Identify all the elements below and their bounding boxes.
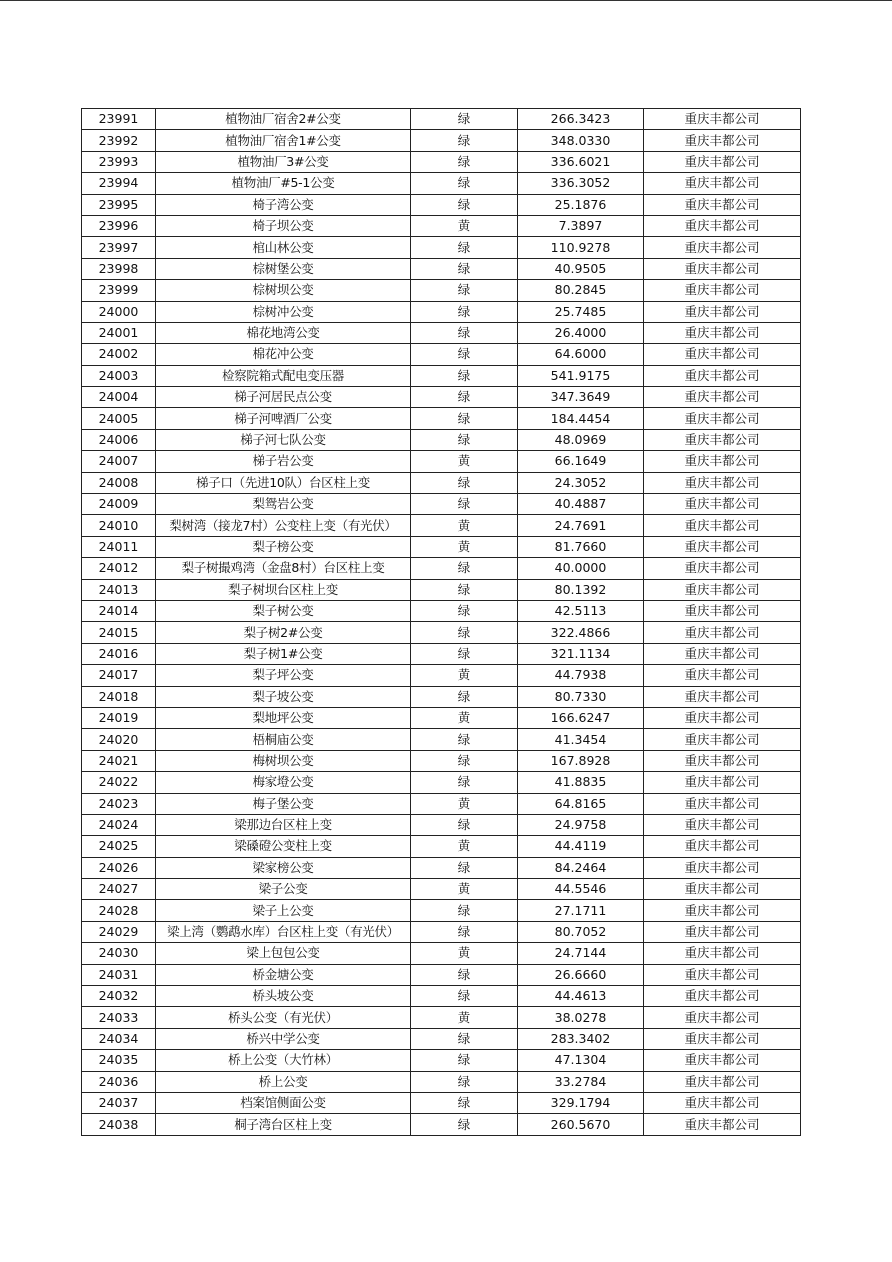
row-id-cell: 24016 (82, 643, 156, 664)
value-cell: 80.7052 (518, 921, 644, 942)
status-cell: 绿 (411, 643, 518, 664)
value-cell: 64.6000 (518, 344, 644, 365)
company-cell: 重庆丰都公司 (644, 429, 801, 450)
status-cell: 黄 (411, 451, 518, 472)
table-row (82, 173, 801, 194)
table-row (82, 322, 801, 343)
page-top-border (0, 0, 892, 1)
table-row (82, 665, 801, 686)
row-id-cell: 24033 (82, 1007, 156, 1028)
transformer-name-cell: 梯子岩公变 (156, 451, 411, 472)
row-id-cell: 24002 (82, 344, 156, 365)
table-row (82, 258, 801, 279)
row-id-cell: 24024 (82, 814, 156, 835)
table-row (82, 408, 801, 429)
table-row (82, 365, 801, 386)
company-cell: 重庆丰都公司 (644, 964, 801, 985)
status-cell: 绿 (411, 814, 518, 835)
table-row (82, 109, 801, 130)
table-row (82, 472, 801, 493)
status-cell: 黄 (411, 707, 518, 728)
company-cell: 重庆丰都公司 (644, 387, 801, 408)
transformer-name-cell: 棕树堡公变 (156, 258, 411, 279)
company-cell: 重庆丰都公司 (644, 772, 801, 793)
status-cell: 绿 (411, 237, 518, 258)
status-cell: 绿 (411, 387, 518, 408)
table-row (82, 451, 801, 472)
status-cell: 绿 (411, 622, 518, 643)
row-id-cell: 23996 (82, 215, 156, 236)
status-cell: 绿 (411, 301, 518, 322)
value-cell: 24.3052 (518, 472, 644, 493)
value-cell: 321.1134 (518, 643, 644, 664)
value-cell: 26.4000 (518, 322, 644, 343)
company-cell: 重庆丰都公司 (644, 344, 801, 365)
row-id-cell: 24037 (82, 1092, 156, 1113)
company-cell: 重庆丰都公司 (644, 258, 801, 279)
transformer-name-cell: 梨子坪公变 (156, 665, 411, 686)
row-id-cell: 24010 (82, 515, 156, 536)
table-row (82, 280, 801, 301)
value-cell: 25.1876 (518, 194, 644, 215)
row-id-cell: 24006 (82, 429, 156, 450)
value-cell: 66.1649 (518, 451, 644, 472)
value-cell: 166.6247 (518, 707, 644, 728)
status-cell: 绿 (411, 1050, 518, 1071)
status-cell: 绿 (411, 986, 518, 1007)
table-row (82, 1092, 801, 1113)
transformer-name-cell: 椅子湾公变 (156, 194, 411, 215)
status-cell: 黄 (411, 515, 518, 536)
value-cell: 24.7691 (518, 515, 644, 536)
row-id-cell: 24017 (82, 665, 156, 686)
company-cell: 重庆丰都公司 (644, 215, 801, 236)
status-cell: 绿 (411, 686, 518, 707)
row-id-cell: 24022 (82, 772, 156, 793)
company-cell: 重庆丰都公司 (644, 451, 801, 472)
row-id-cell: 24004 (82, 387, 156, 408)
company-cell: 重庆丰都公司 (644, 793, 801, 814)
transformer-name-cell: 梨子树坝台区柱上变 (156, 579, 411, 600)
value-cell: 80.7330 (518, 686, 644, 707)
value-cell: 27.1711 (518, 900, 644, 921)
status-cell: 绿 (411, 600, 518, 621)
row-id-cell: 23998 (82, 258, 156, 279)
status-cell: 绿 (411, 194, 518, 215)
value-cell: 348.0330 (518, 130, 644, 151)
row-id-cell: 24018 (82, 686, 156, 707)
row-id-cell: 23997 (82, 237, 156, 258)
value-cell: 40.9505 (518, 258, 644, 279)
value-cell: 40.4887 (518, 494, 644, 515)
transformer-name-cell: 梯子口（先进10队）台区柱上变 (156, 472, 411, 493)
value-cell: 336.3052 (518, 173, 644, 194)
transformer-name-cell: 梨树湾（接龙7村）公变柱上变（有光伏） (156, 515, 411, 536)
value-cell: 44.4119 (518, 836, 644, 857)
table-row (82, 558, 801, 579)
value-cell: 33.2784 (518, 1071, 644, 1092)
value-cell: 283.3402 (518, 1028, 644, 1049)
transformer-name-cell: 检察院箱式配电变压器 (156, 365, 411, 386)
table-row (82, 772, 801, 793)
transformer-name-cell: 植物油厂#5-1公变 (156, 173, 411, 194)
row-id-cell: 24000 (82, 301, 156, 322)
company-cell: 重庆丰都公司 (644, 1114, 801, 1135)
company-cell: 重庆丰都公司 (644, 729, 801, 750)
value-cell: 41.8835 (518, 772, 644, 793)
table-row (82, 900, 801, 921)
status-cell: 绿 (411, 130, 518, 151)
table-row (82, 387, 801, 408)
transformer-name-cell: 梁子公变 (156, 879, 411, 900)
value-cell: 260.5670 (518, 1114, 644, 1135)
transformer-name-cell: 植物油厂3#公变 (156, 151, 411, 172)
company-cell: 重庆丰都公司 (644, 665, 801, 686)
company-cell: 重庆丰都公司 (644, 173, 801, 194)
company-cell: 重庆丰都公司 (644, 643, 801, 664)
value-cell: 24.9758 (518, 814, 644, 835)
company-cell: 重庆丰都公司 (644, 109, 801, 130)
table-row (82, 750, 801, 771)
row-id-cell: 24013 (82, 579, 156, 600)
value-cell: 40.0000 (518, 558, 644, 579)
company-cell: 重庆丰都公司 (644, 515, 801, 536)
status-cell: 绿 (411, 900, 518, 921)
table-row (82, 1050, 801, 1071)
row-id-cell: 24007 (82, 451, 156, 472)
transformer-table (81, 108, 801, 1136)
row-id-cell: 24009 (82, 494, 156, 515)
transformer-name-cell: 梨子树2#公变 (156, 622, 411, 643)
table-row (82, 793, 801, 814)
row-id-cell: 24001 (82, 322, 156, 343)
row-id-cell: 24027 (82, 879, 156, 900)
status-cell: 绿 (411, 1028, 518, 1049)
company-cell: 重庆丰都公司 (644, 1092, 801, 1113)
status-cell: 绿 (411, 750, 518, 771)
table-row (82, 237, 801, 258)
table-row (82, 579, 801, 600)
transformer-name-cell: 梨地坪公变 (156, 707, 411, 728)
company-cell: 重庆丰都公司 (644, 686, 801, 707)
transformer-name-cell: 梯子河七队公变 (156, 429, 411, 450)
row-id-cell: 24012 (82, 558, 156, 579)
table-row (82, 130, 801, 151)
status-cell: 绿 (411, 772, 518, 793)
value-cell: 81.7660 (518, 536, 644, 557)
transformer-name-cell: 梨子树1#公变 (156, 643, 411, 664)
table-row (82, 643, 801, 664)
status-cell: 绿 (411, 921, 518, 942)
value-cell: 167.8928 (518, 750, 644, 771)
status-cell: 黄 (411, 836, 518, 857)
transformer-name-cell: 梁上包包公变 (156, 943, 411, 964)
transformer-name-cell: 桥头坡公变 (156, 986, 411, 1007)
value-cell: 44.5546 (518, 879, 644, 900)
transformer-name-cell: 桥头公变（有光伏） (156, 1007, 411, 1028)
company-cell: 重庆丰都公司 (644, 1028, 801, 1049)
row-id-cell: 24038 (82, 1114, 156, 1135)
table-row (82, 301, 801, 322)
row-id-cell: 24028 (82, 900, 156, 921)
value-cell: 44.4613 (518, 986, 644, 1007)
company-cell: 重庆丰都公司 (644, 579, 801, 600)
row-id-cell: 24023 (82, 793, 156, 814)
company-cell: 重庆丰都公司 (644, 237, 801, 258)
transformer-name-cell: 梨子树公变 (156, 600, 411, 621)
transformer-name-cell: 桥上公变（大竹林） (156, 1050, 411, 1071)
status-cell: 绿 (411, 964, 518, 985)
transformer-name-cell: 梨鸳岩公变 (156, 494, 411, 515)
table-row (82, 879, 801, 900)
company-cell: 重庆丰都公司 (644, 1050, 801, 1071)
status-cell: 绿 (411, 173, 518, 194)
company-cell: 重庆丰都公司 (644, 943, 801, 964)
company-cell: 重庆丰都公司 (644, 921, 801, 942)
table-row (82, 344, 801, 365)
transformer-name-cell: 植物油厂宿舍1#公变 (156, 130, 411, 151)
status-cell: 绿 (411, 558, 518, 579)
company-cell: 重庆丰都公司 (644, 814, 801, 835)
transformer-name-cell: 梁上湾（鹦鹉水库）台区柱上变（有光伏） (156, 921, 411, 942)
status-cell: 黄 (411, 536, 518, 557)
table-row (82, 1071, 801, 1092)
transformer-name-cell: 梧桐庙公变 (156, 729, 411, 750)
status-cell: 绿 (411, 280, 518, 301)
status-cell: 绿 (411, 579, 518, 600)
table-row (82, 836, 801, 857)
table-row (82, 921, 801, 942)
row-id-cell: 24032 (82, 986, 156, 1007)
table-row (82, 600, 801, 621)
status-cell: 绿 (411, 1092, 518, 1113)
table-row (82, 536, 801, 557)
status-cell: 绿 (411, 322, 518, 343)
company-cell: 重庆丰都公司 (644, 836, 801, 857)
transformer-name-cell: 梯子河居民点公变 (156, 387, 411, 408)
company-cell: 重庆丰都公司 (644, 280, 801, 301)
status-cell: 黄 (411, 215, 518, 236)
value-cell: 38.0278 (518, 1007, 644, 1028)
row-id-cell: 23992 (82, 130, 156, 151)
company-cell: 重庆丰都公司 (644, 472, 801, 493)
row-id-cell: 24031 (82, 964, 156, 985)
row-id-cell: 24035 (82, 1050, 156, 1071)
row-id-cell: 24025 (82, 836, 156, 857)
table-row (82, 943, 801, 964)
transformer-name-cell: 梅家墱公变 (156, 772, 411, 793)
row-id-cell: 24020 (82, 729, 156, 750)
status-cell: 绿 (411, 151, 518, 172)
transformer-name-cell: 梨子坡公变 (156, 686, 411, 707)
value-cell: 329.1794 (518, 1092, 644, 1113)
value-cell: 24.7144 (518, 943, 644, 964)
row-id-cell: 24014 (82, 600, 156, 621)
table-row (82, 707, 801, 728)
row-id-cell: 24030 (82, 943, 156, 964)
value-cell: 347.3649 (518, 387, 644, 408)
company-cell: 重庆丰都公司 (644, 301, 801, 322)
transformer-name-cell: 梁磉磴公变柱上变 (156, 836, 411, 857)
table-row (82, 622, 801, 643)
table-row (82, 1007, 801, 1028)
status-cell: 黄 (411, 879, 518, 900)
company-cell: 重庆丰都公司 (644, 707, 801, 728)
value-cell: 110.9278 (518, 237, 644, 258)
company-cell: 重庆丰都公司 (644, 857, 801, 878)
status-cell: 绿 (411, 258, 518, 279)
value-cell: 48.0969 (518, 429, 644, 450)
transformer-name-cell: 梁子上公变 (156, 900, 411, 921)
value-cell: 184.4454 (518, 408, 644, 429)
row-id-cell: 24036 (82, 1071, 156, 1092)
transformer-name-cell: 桐子湾台区柱上变 (156, 1114, 411, 1135)
transformer-name-cell: 棉花地湾公变 (156, 322, 411, 343)
transformer-name-cell: 桥上公变 (156, 1071, 411, 1092)
company-cell: 重庆丰都公司 (644, 1007, 801, 1028)
table-row (82, 857, 801, 878)
table-row (82, 964, 801, 985)
company-cell: 重庆丰都公司 (644, 879, 801, 900)
value-cell: 41.3454 (518, 729, 644, 750)
status-cell: 绿 (411, 365, 518, 386)
table-row (82, 215, 801, 236)
value-cell: 42.5113 (518, 600, 644, 621)
company-cell: 重庆丰都公司 (644, 750, 801, 771)
table-body (82, 109, 801, 1136)
row-id-cell: 24026 (82, 857, 156, 878)
status-cell: 绿 (411, 109, 518, 130)
value-cell: 64.8165 (518, 793, 644, 814)
transformer-name-cell: 梅树坝公变 (156, 750, 411, 771)
status-cell: 绿 (411, 729, 518, 750)
transformer-name-cell: 梨子榜公变 (156, 536, 411, 557)
company-cell: 重庆丰都公司 (644, 194, 801, 215)
company-cell: 重庆丰都公司 (644, 322, 801, 343)
transformer-name-cell: 梯子河啤酒厂公变 (156, 408, 411, 429)
transformer-name-cell: 棺山林公变 (156, 237, 411, 258)
company-cell: 重庆丰都公司 (644, 365, 801, 386)
company-cell: 重庆丰都公司 (644, 1071, 801, 1092)
value-cell: 336.6021 (518, 151, 644, 172)
value-cell: 266.3423 (518, 109, 644, 130)
company-cell: 重庆丰都公司 (644, 408, 801, 429)
row-id-cell: 24021 (82, 750, 156, 771)
value-cell: 47.1304 (518, 1050, 644, 1071)
status-cell: 绿 (411, 1071, 518, 1092)
company-cell: 重庆丰都公司 (644, 130, 801, 151)
status-cell: 绿 (411, 1114, 518, 1135)
transformer-name-cell: 植物油厂宿舍2#公变 (156, 109, 411, 130)
transformer-name-cell: 棕树冲公变 (156, 301, 411, 322)
company-cell: 重庆丰都公司 (644, 536, 801, 557)
row-id-cell: 24003 (82, 365, 156, 386)
status-cell: 黄 (411, 1007, 518, 1028)
company-cell: 重庆丰都公司 (644, 900, 801, 921)
value-cell: 322.4866 (518, 622, 644, 643)
company-cell: 重庆丰都公司 (644, 986, 801, 1007)
table-row (82, 1114, 801, 1135)
value-cell: 84.2464 (518, 857, 644, 878)
table-row (82, 686, 801, 707)
row-id-cell: 24034 (82, 1028, 156, 1049)
status-cell: 绿 (411, 857, 518, 878)
status-cell: 黄 (411, 665, 518, 686)
row-id-cell: 24019 (82, 707, 156, 728)
transformer-name-cell: 棕树坝公变 (156, 280, 411, 301)
row-id-cell: 23994 (82, 173, 156, 194)
transformer-name-cell: 桥金塘公变 (156, 964, 411, 985)
transformer-name-cell: 梅子堡公变 (156, 793, 411, 814)
value-cell: 26.6660 (518, 964, 644, 985)
table-row (82, 429, 801, 450)
value-cell: 7.3897 (518, 215, 644, 236)
transformer-name-cell: 梨子树撮鸡湾（金盘8村）台区柱上变 (156, 558, 411, 579)
table-row (82, 1028, 801, 1049)
transformer-name-cell: 梁家榜公变 (156, 857, 411, 878)
value-cell: 44.7938 (518, 665, 644, 686)
value-cell: 25.7485 (518, 301, 644, 322)
row-id-cell: 23993 (82, 151, 156, 172)
table-row (82, 494, 801, 515)
table-row (82, 194, 801, 215)
row-id-cell: 24029 (82, 921, 156, 942)
table-row (82, 729, 801, 750)
value-cell: 80.1392 (518, 579, 644, 600)
transformer-name-cell: 档案馆侧面公变 (156, 1092, 411, 1113)
company-cell: 重庆丰都公司 (644, 494, 801, 515)
company-cell: 重庆丰都公司 (644, 558, 801, 579)
company-cell: 重庆丰都公司 (644, 151, 801, 172)
row-id-cell: 24011 (82, 536, 156, 557)
status-cell: 绿 (411, 344, 518, 365)
status-cell: 绿 (411, 472, 518, 493)
transformer-name-cell: 椅子坝公变 (156, 215, 411, 236)
transformer-name-cell: 棉花冲公变 (156, 344, 411, 365)
row-id-cell: 23999 (82, 280, 156, 301)
status-cell: 黄 (411, 793, 518, 814)
status-cell: 绿 (411, 494, 518, 515)
row-id-cell: 24015 (82, 622, 156, 643)
value-cell: 541.9175 (518, 365, 644, 386)
table-row (82, 515, 801, 536)
table-row (82, 814, 801, 835)
status-cell: 绿 (411, 429, 518, 450)
row-id-cell: 24008 (82, 472, 156, 493)
table-row (82, 151, 801, 172)
transformer-name-cell: 梁那边台区柱上变 (156, 814, 411, 835)
row-id-cell: 23995 (82, 194, 156, 215)
transformer-name-cell: 桥兴中学公变 (156, 1028, 411, 1049)
row-id-cell: 23991 (82, 109, 156, 130)
status-cell: 绿 (411, 408, 518, 429)
company-cell: 重庆丰都公司 (644, 600, 801, 621)
status-cell: 黄 (411, 943, 518, 964)
company-cell: 重庆丰都公司 (644, 622, 801, 643)
value-cell: 80.2845 (518, 280, 644, 301)
table-row (82, 986, 801, 1007)
row-id-cell: 24005 (82, 408, 156, 429)
